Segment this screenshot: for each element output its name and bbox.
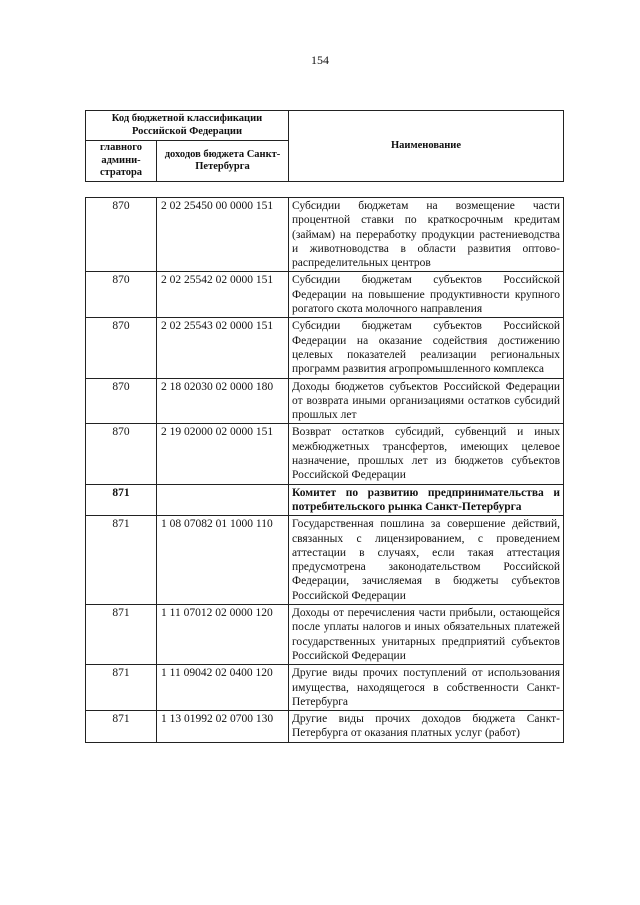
row-revenue-code: 2 02 25543 02 0000 151 (157, 318, 289, 378)
row-name: Государственная пошлина за совершение действий, связанных с лицензированием, с проведением аттестации в случаях, если такая аттестация предусмотрена законодательством Российской Федерации, зачисляемая в бюджеты субъектов Российской Федерации (289, 516, 564, 605)
row-revenue-code: 1 13 01992 02 0700 130 (157, 711, 289, 743)
header-code-group: Код бюджетной классификации Российской Федерации (86, 111, 289, 141)
table-row (86, 516, 564, 605)
row-admin-code: 871 (86, 484, 157, 516)
header-revenue: доходов бюджета Санкт-Петербурга (157, 141, 289, 182)
row-revenue-code: 2 02 25450 00 0000 151 (157, 198, 289, 272)
row-admin-code: 871 (86, 605, 157, 665)
row-name: Другие виды прочих поступлений от использования имущества, находящегося в собственности Санкт-Петербурга (289, 665, 564, 711)
row-admin-code: 871 (86, 711, 157, 743)
row-name: Субсидии бюджетам на возмещение части процентной ставки по краткосрочным кредитам (займам) на переработку продукции растениеводства и животноводства в области развития оптово-распределительных центров (289, 198, 564, 272)
row-revenue-code: 1 11 07012 02 0000 120 (157, 605, 289, 665)
table-row (86, 318, 564, 378)
row-name: Субсидии бюджетам субъектов Российской Федерации на оказание содействия достижению целевых показателей реализации региональных программ развития агропромышленного комплекса (289, 318, 564, 378)
row-name: Возврат остатков субсидий, субвенций и иных межбюджетных трансфертов, имеющих целевое назначение, прошлых лет из бюджетов субъектов Российской Федерации (289, 424, 564, 484)
row-name: Другие виды прочих доходов бюджета Санкт-Петербурга от оказания платных услуг (работ) (289, 711, 564, 743)
header-name: Наименование (289, 111, 564, 182)
row-admin-code: 870 (86, 198, 157, 272)
row-revenue-code: 1 11 09042 02 0400 120 (157, 665, 289, 711)
row-revenue-code (157, 484, 289, 516)
row-name: Комитет по развитию предпринимательства и потребительского рынка Санкт-Петербурга (289, 484, 564, 516)
page-number: 154 (311, 53, 329, 67)
row-name: Доходы бюджетов субъектов Российской Федерации от возврата иными организациями остатков субсидий прошлых лет (289, 378, 564, 424)
row-admin-code: 870 (86, 318, 157, 378)
row-revenue-code: 2 18 02030 02 0000 180 (157, 378, 289, 424)
table-row (86, 605, 564, 665)
row-name: Доходы от перечисления части прибыли, остающейся после уплаты налогов и иных обязательных платежей государственных унитарных предприятий субъектов Российской Федерации (289, 605, 564, 665)
row-admin-code: 871 (86, 516, 157, 605)
row-admin-code: 870 (86, 378, 157, 424)
row-admin-code: 871 (86, 665, 157, 711)
table-row (86, 665, 564, 711)
table-row (86, 198, 564, 272)
table-row (86, 484, 564, 516)
table-header (85, 110, 564, 182)
table-body (86, 198, 564, 743)
row-revenue-code: 2 19 02000 02 0000 151 (157, 424, 289, 484)
budget-table (85, 197, 564, 743)
header-admin: главного админи-стратора (86, 141, 157, 182)
table-row (86, 711, 564, 743)
row-admin-code: 870 (86, 424, 157, 484)
table-row (86, 272, 564, 318)
row-revenue-code: 2 02 25542 02 0000 151 (157, 272, 289, 318)
row-name: Субсидии бюджетам субъектов Российской Федерации на повышение продуктивности крупного рогатого скота молочного направления (289, 272, 564, 318)
row-admin-code: 870 (86, 272, 157, 318)
table-row (86, 378, 564, 424)
table-row (86, 424, 564, 484)
row-revenue-code: 1 08 07082 01 1000 110 (157, 516, 289, 605)
